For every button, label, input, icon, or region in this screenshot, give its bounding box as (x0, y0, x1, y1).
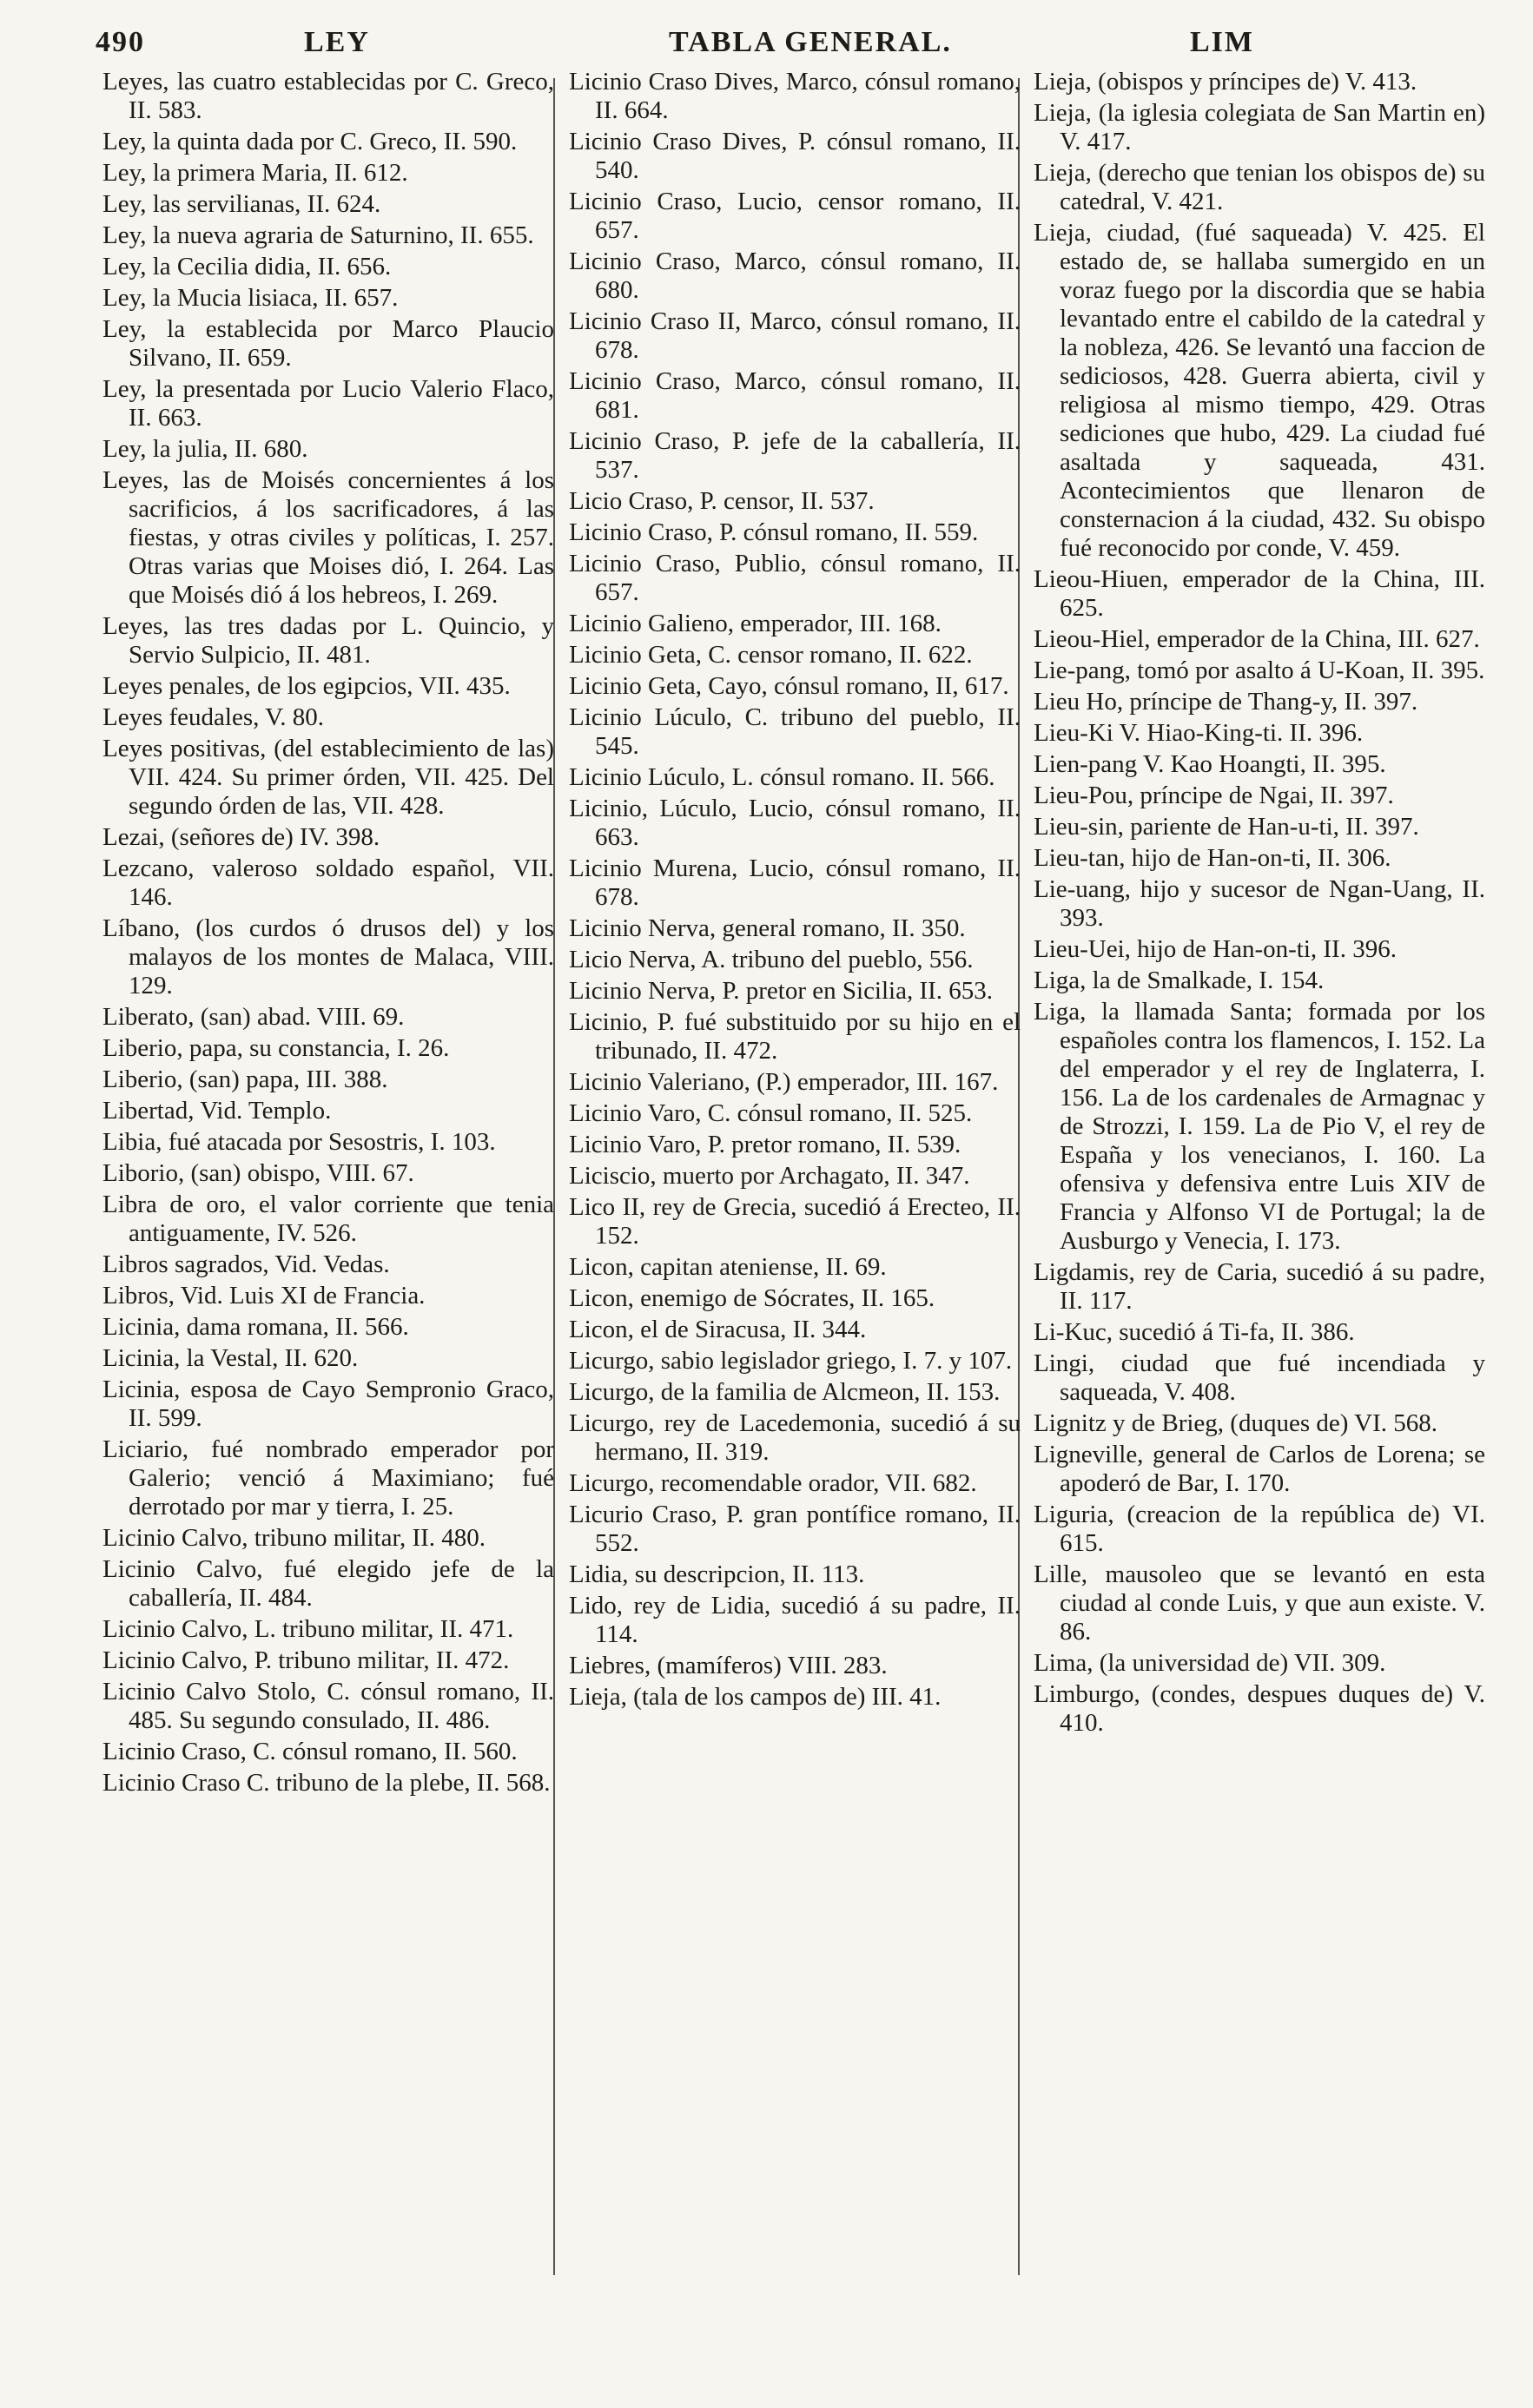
index-entry: Libia, fué atacada por Sesostris, I. 103. (102, 1128, 496, 1156)
index-entry: Licinio Nerva, general romano, II. 350. (569, 914, 966, 942)
index-entry: Lieu-Ki V. Hiao-King-ti. II. 396. (1034, 719, 1364, 747)
index-column-left (102, 68, 554, 1800)
index-entry: Liguria, (creacion de la república de) VI. 615. (1034, 1501, 1485, 1557)
running-header (96, 26, 1494, 66)
index-entry: Lieou-Hiuen, emperador de la China, III. 625. (1034, 565, 1485, 622)
index-entry: Lien-pang V. Kao Hoangti, II. 395. (1034, 750, 1386, 778)
index-entry: Licinio Craso C. tribuno de la plebe, II. 568. (102, 1769, 551, 1797)
index-entry: Lima, (la universidad de) VII. 309. (1034, 1649, 1386, 1677)
index-entry: Licinio Geta, C. censor romano, II. 622. (569, 641, 973, 669)
index-entry: Lidia, su descripcion, II. 113. (569, 1560, 865, 1588)
index-entry: Lie-uang, hijo y sucesor de Ngan-Uang, II. 393. (1034, 875, 1485, 932)
index-entry: Liciario, fué nombrado emperador por Galerio; venció á Maximiano; fué derrotado por mar y tierra, I. 25. (102, 1435, 554, 1521)
index-entry: Licinio Craso Dives, Marco, cónsul romano, II. 664. (569, 68, 1021, 124)
index-entry: Licinio Calvo, P. tribuno militar, II. 472. (102, 1646, 510, 1674)
index-entry: Ley, la julia, II. 680. (102, 435, 308, 463)
index-entry: Lingi, ciudad que fué incendiada y saqueada, V. 408. (1034, 1349, 1485, 1406)
index-entry: Ley, las servilianas, II. 624. (102, 190, 381, 218)
index-entry: Licurio Craso, P. gran pontífice romano, II. 552. (569, 1501, 1021, 1557)
index-entry: Licinio Geta, Cayo, cónsul romano, II, 617. (569, 672, 1009, 700)
index-entry: Liebres, (mamíferos) VIII. 283. (569, 1652, 888, 1679)
index-entry: Lie-pang, tomó por asalto á U-Koan, II. 395. (1034, 656, 1485, 684)
index-entry: Licinio Lúculo, C. tribuno del pueblo, II. 545. (569, 703, 1021, 760)
index-entry: Licon, enemigo de Sócrates, II. 165. (569, 1284, 935, 1312)
index-entry: Licinio, Lúculo, Lucio, cónsul romano, II. 663. (569, 795, 1021, 851)
index-entry: Licurgo, rey de Lacedemonia, sucedió á su hermano, II. 319. (569, 1409, 1021, 1466)
index-entry: Leyes positivas, (del establecimiento de las) VII. 424. Su primer órden, VII. 425. Del segundo órden de las, VII. 428. (102, 735, 554, 820)
index-entry: Licurgo, de la familia de Alcmeon, II. 153. (569, 1378, 1001, 1406)
index-entry: Licinio Craso, P. cónsul romano, II. 559. (569, 518, 979, 546)
index-entry: Ligneville, general de Carlos de Lorena; se apoderó de Bar, I. 170. (1034, 1441, 1485, 1497)
index-entry: Lezcano, valeroso soldado español, VII. 146. (102, 854, 554, 911)
index-entry: Licinio Calvo Stolo, C. cónsul romano, II. 485. Su segundo consulado, II. 486. (102, 1678, 554, 1734)
index-entry: Licinio Varo, P. pretor romano, II. 539. (569, 1131, 961, 1158)
index-entry: Ley, la Mucia lisiaca, II. 657. (102, 284, 399, 312)
index-entry: Liga, la llamada Santa; formada por los españoles contra los flamencos, I. 152. La del emperador y el rey de Inglaterra, I. 156. La de los cardenales de Armagnac y de Strozzi, I. 159. La de Pio V, el rey de España y los venecianos, I. 160. La ofensiva y defensiva entre Luis XIV de Francia y Alfonso VI de Portugal; la de Ausburgo y Venecia, I. 173. (1034, 998, 1485, 1255)
index-entry: Licinio Calvo, tribuno militar, II. 480. (102, 1524, 486, 1552)
index-entry: Licurgo, sabio legislador griego, I. 7. y 107. (569, 1347, 1013, 1375)
index-entry: Licinio Craso II, Marco, cónsul romano, II. 678. (569, 307, 1021, 364)
index-entry: Libra de oro, el valor corriente que tenia antiguamente, IV. 526. (102, 1191, 554, 1247)
index-entry: Licio Nerva, A. tribuno del pueblo, 556. (569, 946, 974, 973)
index-entry: Ley, la establecida por Marco Plaucio Silvano, II. 659. (102, 315, 554, 372)
index-entry: Lieu Ho, príncipe de Thang-y, II. 397. (1034, 688, 1418, 716)
index-entry: Ley, la primera Maria, II. 612. (102, 159, 408, 187)
index-entry: Licinio Craso, P. jefe de la caballería, II. 537. (569, 427, 1021, 484)
index-entry: Licinio Murena, Lucio, cónsul romano, II. 678. (569, 854, 1021, 911)
index-entry: Leyes, las tres dadas por L. Quincio, y Servio Sulpicio, II. 481. (102, 612, 554, 669)
index-entry: Lille, mausoleo que se levantó en esta ciudad al conde Luis, y que aun existe. V. 86. (1034, 1560, 1485, 1646)
index-entry: Libros sagrados, Vid. Vedas. (102, 1250, 390, 1278)
index-entry: Lieja, (derecho que tenian los obispos de) su catedral, V. 421. (1034, 159, 1485, 215)
index-entry: Licinio Valeriano, (P.) emperador, III. 167. (569, 1068, 999, 1096)
index-entry: Licinia, la Vestal, II. 620. (102, 1344, 359, 1372)
index-entry: Lieu-sin, pariente de Han-u-ti, II. 397. (1034, 813, 1419, 841)
index-entry: Leyes feudales, V. 80. (102, 703, 325, 731)
index-entry: Lieu-Uei, hijo de Han-on-ti, II. 396. (1034, 935, 1397, 963)
index-entry: Lignitz y de Brieg, (duques de) VI. 568. (1034, 1409, 1437, 1437)
index-entry: Liberio, (san) papa, III. 388. (102, 1065, 388, 1093)
index-entry: Ley, la nueva agraria de Saturnino, II. 655. (102, 221, 534, 249)
index-column-middle (569, 68, 1021, 1714)
index-entry: Leyes, las de Moisés concernientes á los sacrificios, á los sacrificadores, á las fiestas, y otras civiles y políticas, I. 257. Otras varias que Moises dió, I. 264. Las que Moisés dió á los hebreos, I. 269. (102, 466, 554, 609)
index-entry: Licinio Craso, Lucio, censor romano, II. 657. (569, 188, 1021, 244)
index-entry: Lieja, (obispos y príncipes de) V. 413. (1034, 68, 1417, 96)
index-entry: Licon, capitan ateniense, II. 69. (569, 1253, 887, 1281)
index-entry: Limburgo, (condes, despues duques de) V. 410. (1034, 1680, 1485, 1737)
index-entry: Li-Kuc, sucedió á Ti-fa, II. 386. (1034, 1318, 1355, 1346)
index-entry: Licinio Galieno, emperador, III. 168. (569, 610, 942, 637)
index-entry: Lieja, (la iglesia colegiata de San Martin en) V. 417. (1034, 99, 1485, 155)
index-entry: Licio Craso, P. censor, II. 537. (569, 487, 875, 515)
index-entry: Licinio Varo, C. cónsul romano, II. 525. (569, 1099, 973, 1127)
index-entry: Lieu-tan, hijo de Han-on-ti, II. 306. (1034, 844, 1391, 872)
page-number: 490 (96, 26, 145, 58)
right-guide-word: LIM (1190, 26, 1254, 58)
index-entry: Licinio Calvo, fué elegido jefe de la caballería, II. 484. (102, 1555, 554, 1612)
index-entry: Licinio Craso, Marco, cónsul romano, II. 681. (569, 367, 1021, 424)
index-entry: Licinio, P. fué substituido por su hijo en el tribunado, II. 472. (569, 1008, 1021, 1065)
index-entry: Licinio Craso, Marco, cónsul romano, II. 680. (569, 247, 1021, 304)
index-entry: Liberato, (san) abad. VIII. 69. (102, 1003, 405, 1031)
index-entry: Licon, el de Siracusa, II. 344. (569, 1316, 867, 1343)
index-entry: Lido, rey de Lidia, sucedió á su padre, II. 114. (569, 1592, 1021, 1648)
index-entry: Liborio, (san) obispo, VIII. 67. (102, 1159, 414, 1187)
index-entry: Licinia, dama romana, II. 566. (102, 1313, 409, 1341)
index-entry: Liberio, papa, su constancia, I. 26. (102, 1034, 450, 1062)
index-entry: Libertad, Vid. Templo. (102, 1097, 332, 1125)
index-entry: Líbano, (los curdos ó drusos del) y los malayos de los montes de Malaca, VIII. 129. (102, 914, 554, 999)
index-entry: Leyes penales, de los egipcios, VII. 435. (102, 672, 511, 700)
index-entry: Ley, la presentada por Lucio Valerio Flaco, II. 663. (102, 375, 554, 432)
index-entry: Lezai, (señores de) IV. 398. (102, 823, 380, 851)
index-entry: Licinio Craso, Publio, cónsul romano, II. 657. (569, 550, 1021, 606)
index-entry: Ligdamis, rey de Caria, sucedió á su padre, II. 117. (1034, 1258, 1485, 1315)
index-entry: Leyes, las cuatro establecidas por C. Greco, II. 583. (102, 68, 554, 124)
index-entry: Licinio Lúculo, L. cónsul romano. II. 566. (569, 763, 995, 791)
index-entry: Licinio Calvo, L. tribuno militar, II. 471. (102, 1615, 514, 1643)
index-entry: Ley, la Cecilia didia, II. 656. (102, 253, 392, 280)
index-entry: Liga, la de Smalkade, I. 154. (1034, 966, 1325, 994)
index-entry: Libros, Vid. Luis XI de Francia. (102, 1282, 426, 1310)
index-entry: Licinio Nerva, P. pretor en Sicilia, II. 653. (569, 977, 994, 1005)
index-entry: Ley, la quinta dada por C. Greco, II. 590. (102, 128, 518, 155)
index-entry: Lieou-Hiel, emperador de la China, III. 627. (1034, 625, 1480, 653)
left-guide-word: LEY (304, 26, 370, 58)
page-title: TABLA GENERAL. (669, 26, 952, 58)
index-column-right (1034, 68, 1485, 1740)
index-entry: Licinia, esposa de Cayo Sempronio Graco, II. 599. (102, 1376, 554, 1432)
index-entry: Licinio Craso Dives, P. cónsul romano, II. 540. (569, 128, 1021, 184)
index-entry: Lieu-Pou, príncipe de Ngai, II. 397. (1034, 782, 1394, 809)
index-entry: Liciscio, muerto por Archagato, II. 347. (569, 1162, 970, 1190)
index-entry: Lico II, rey de Grecia, sucedió á Erecteo, II. 152. (569, 1193, 1021, 1250)
index-entry: Lieja, ciudad, (fué saqueada) V. 425. El estado de, se hallaba sumergido en un voraz fuego por la discordia que se habia levantado entre el cabildo de la catedral y la nobleza, 426. Se levantó una faccion de sediciosos, 428. Guerra abierta, civil y religiosa al mismo tiempo, 429. Otras sediciones que hubo, 429. La ciudad fué asaltada y saqueada, 431. Acontecimientos que llenaron de consternacion á la ciudad, 432. Su obispo fué reconocido por conde, V. 459. (1034, 219, 1485, 562)
index-entry: Licurgo, recomendable orador, VII. 682. (569, 1469, 977, 1497)
index-entry: Lieja, (tala de los campos de) III. 41. (569, 1683, 942, 1711)
index-entry: Licinio Craso, C. cónsul romano, II. 560. (102, 1738, 518, 1765)
